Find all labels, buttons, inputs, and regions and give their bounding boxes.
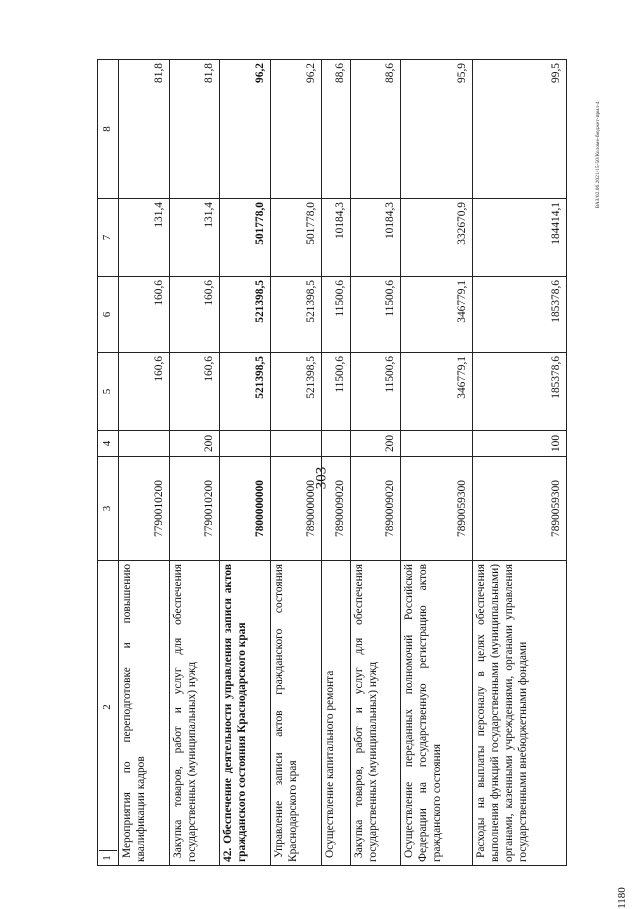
row-value-8: 96,2	[270, 60, 321, 199]
row-code: 7890059300	[401, 457, 473, 561]
row-expense-type: 100	[473, 431, 567, 457]
row-name-cell	[169, 561, 220, 866]
sheet-number: 1180	[616, 887, 628, 909]
rotated-table-container	[97, 60, 567, 866]
table-row-section-42	[220, 60, 271, 866]
row-value-7: 131,4	[169, 199, 220, 277]
header-col-3: 3	[98, 457, 119, 561]
row-name-cell	[270, 561, 321, 866]
row-value-8: 99,5	[473, 60, 567, 199]
row-code: 7800000000	[220, 457, 271, 561]
row-name: Обеспечение деятельности управления записи актов гражданского состояния Краснодарского края	[222, 564, 249, 862]
row-value-6: 346779,1	[401, 277, 473, 353]
row-value-8: 81,8	[119, 60, 170, 199]
row-value-6: 185378,6	[473, 277, 567, 353]
row-expense-type	[401, 431, 473, 457]
row-value-5: 160,6	[119, 353, 170, 431]
row-value-6: 160,6	[119, 277, 170, 353]
row-value-6: 11500,6	[321, 277, 350, 353]
row-name-cell	[473, 561, 567, 866]
row-value-5: 11500,6	[350, 353, 401, 431]
header-col-5: 5	[98, 353, 119, 431]
row-name: Закупка товаров, работ и услуг для обеспечения государственных (муниципальных) нужд	[171, 564, 198, 862]
row-value-5: 160,6	[169, 353, 220, 431]
row-name-cell	[321, 561, 350, 866]
header-col-8: 8	[98, 60, 119, 199]
row-value-8: 81,8	[169, 60, 220, 199]
row-name-cell	[401, 561, 473, 866]
table-row	[350, 60, 401, 866]
row-value-7: 501778,0	[270, 199, 321, 277]
header-col-2: 2	[101, 704, 114, 710]
table-row	[119, 60, 170, 866]
document-reference-note: ВАЗ/02.06.2021/15-50/Коломе-бюджет-прил-4	[595, 101, 601, 209]
header-col-4: 4	[98, 431, 119, 457]
row-name: Мероприятия по переподготовке и повышению квалификации кадров	[121, 564, 147, 862]
row-value-7: 10184,3	[321, 199, 350, 277]
row-value-8: 96,2	[220, 60, 271, 199]
row-value-7: 501778,0	[220, 199, 271, 277]
table-row	[473, 60, 567, 866]
row-value-5: 521398,5	[270, 353, 321, 431]
row-value-6: 160,6	[169, 277, 220, 353]
row-value-7: 184414,1	[473, 199, 567, 277]
header-row	[98, 60, 119, 866]
header-cell-1-2	[98, 561, 119, 866]
row-value-5: 346779,1	[401, 353, 473, 431]
row-name: Осуществление переданных полномочий Российской Федерации на государственную регистрацию актов гражданского состояния	[403, 564, 444, 862]
row-code: 7790010200	[169, 457, 220, 561]
row-name: Закупка товаров, работ и услуг для обеспечения государственных (муниципальных) нужд	[352, 564, 379, 862]
row-name-cell	[350, 561, 401, 866]
row-value-6: 11500,6	[350, 277, 401, 353]
row-value-8: 88,6	[350, 60, 401, 199]
header-col-6: 6	[98, 277, 119, 353]
row-value-6: 521398,5	[220, 277, 271, 353]
row-code: 7890009020	[321, 457, 350, 561]
row-value-5: 185378,6	[473, 353, 567, 431]
row-expense-type: 200	[169, 431, 220, 457]
row-name-cell	[119, 561, 170, 866]
row-expense-type: 200	[350, 431, 401, 457]
row-value-6: 521398,5	[270, 277, 321, 353]
row-index: 42.	[222, 847, 235, 862]
row-value-8: 95,9	[401, 60, 473, 199]
header-col-1: 1	[99, 850, 116, 865]
row-code: 7890009020	[350, 457, 401, 561]
row-value-7: 131,4	[119, 199, 170, 277]
row-name: Осуществление капитального ремонта	[323, 670, 336, 858]
row-code: 7890000000	[270, 457, 321, 561]
row-value-8: 88,6	[321, 60, 350, 199]
row-expense-type	[321, 431, 350, 457]
page-number: 303	[313, 466, 330, 490]
row-expense-type	[119, 431, 170, 457]
budget-table	[97, 59, 567, 866]
row-expense-type	[220, 431, 271, 457]
table-row	[321, 60, 350, 866]
row-name-cell	[220, 561, 271, 866]
table-row	[401, 60, 473, 866]
row-code: 7890059300	[473, 457, 567, 561]
row-name: Расходы на выплаты персоналу в целях обеспечения выполнения функций государственными (муниципальными) органами, казенными учреждениями, органами управления государственными внебюджетными фондами	[475, 564, 530, 862]
header-col-7: 7	[98, 199, 119, 277]
row-value-5: 11500,6	[321, 353, 350, 431]
row-value-7: 10184,3	[350, 199, 401, 277]
row-value-5: 521398,5	[220, 353, 271, 431]
row-code: 7790010200	[119, 457, 170, 561]
row-value-7: 332670,9	[401, 199, 473, 277]
row-expense-type	[270, 431, 321, 457]
table-row	[270, 60, 321, 866]
row-name: Управление записи актов гражданского состояния Краснодарского края	[272, 564, 299, 862]
table-row	[169, 60, 220, 866]
